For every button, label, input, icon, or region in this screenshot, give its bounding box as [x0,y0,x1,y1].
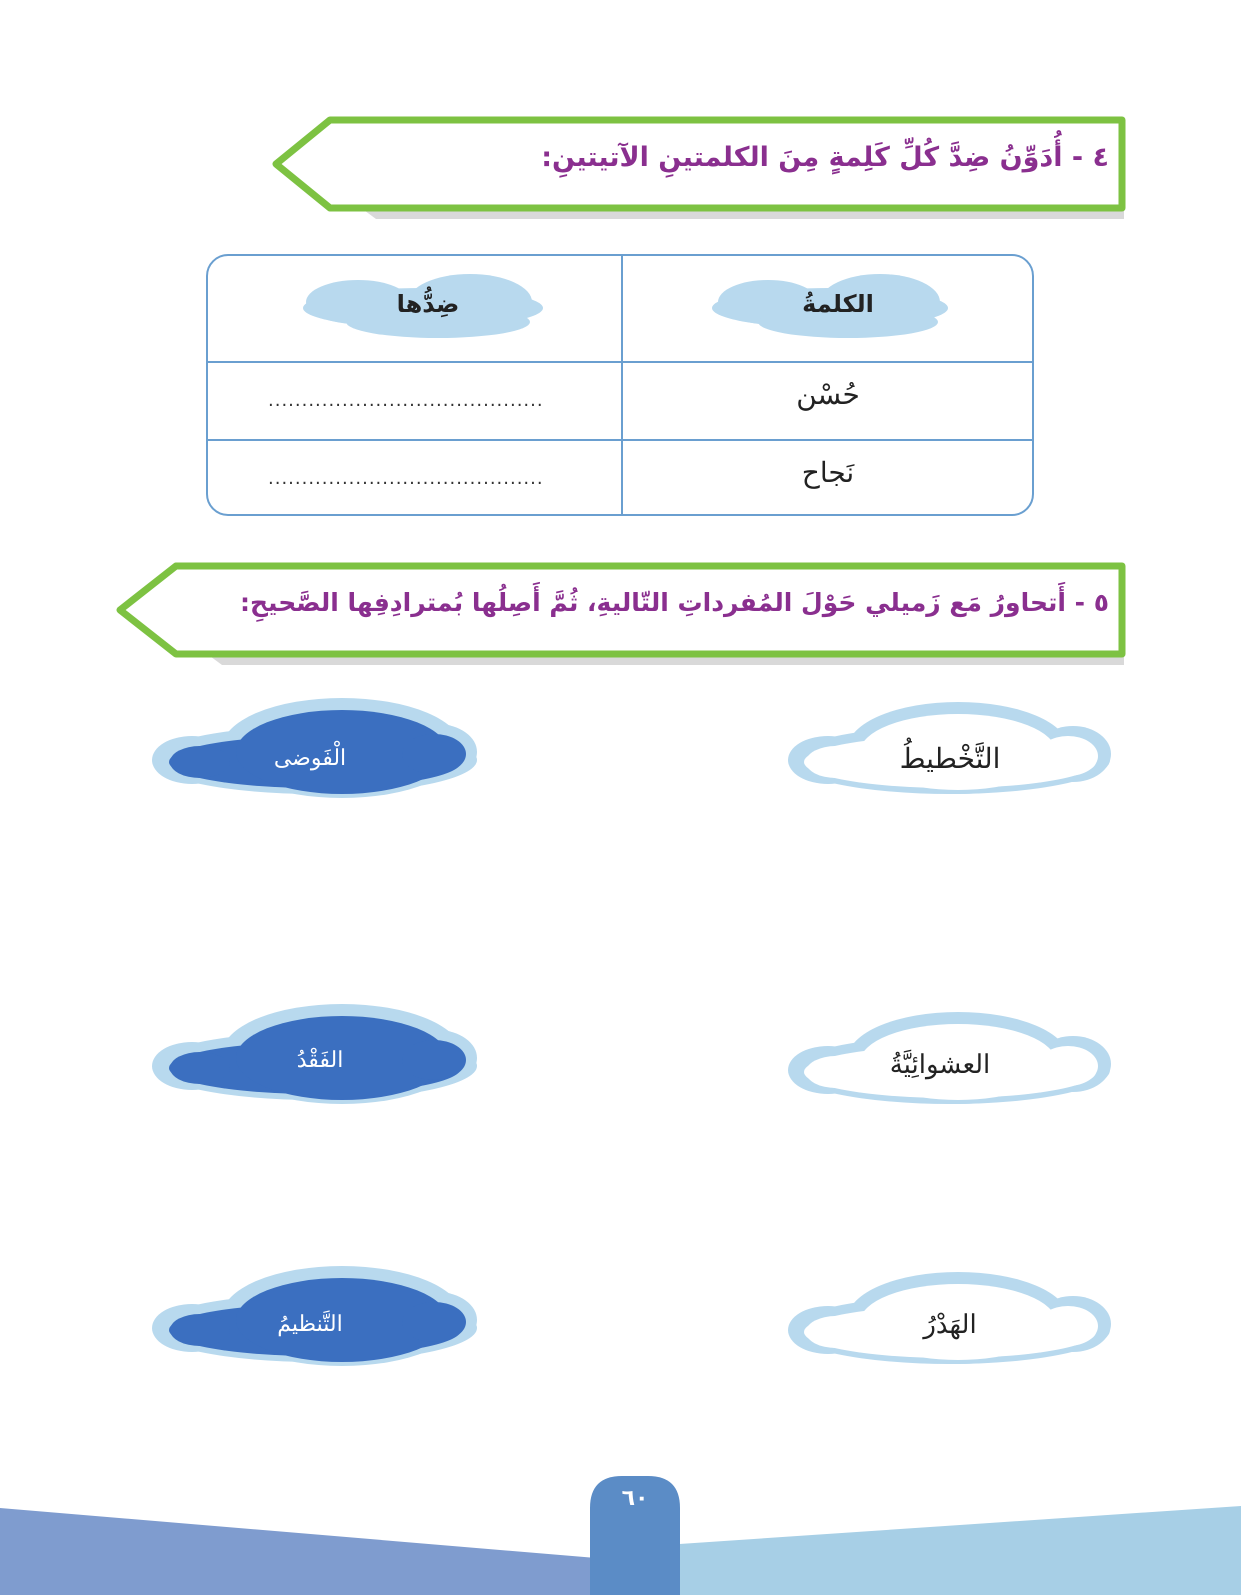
word-1-label[interactable]: التَّخْطيطُ [899,742,1001,775]
synonym-2-label[interactable]: الفَقْدُ [296,1048,344,1073]
word-3-label[interactable]: الهَدْرُ [923,1310,977,1340]
row-1-word: حُسْن [796,378,860,411]
row-2-answer-blank[interactable]: ......................................... [268,468,544,489]
row-1-answer-blank[interactable]: ......................................... [268,390,544,411]
exercise-4-instruction: ٤ - أُدَوِّنُ ضِدَّ كُلِّ كَلِمةٍ مِنَ الكلمتينِ الآتيتينِ: [541,142,1109,173]
word-2-label[interactable]: العشوائِيَّةُ [889,1050,991,1080]
synonym-3-label[interactable]: التَّنظيمُ [277,1312,343,1337]
antonym-table [206,254,1034,516]
exercise-5-instruction: ٥ - أَتحاورُ مَع زَميلي حَوْلَ المُفرداتِ التّاليةِ، ثُمَّ أَصِلُها بُمترادِفِها الصَّحيحِ: [240,588,1109,617]
header-opposite: ضِدُّها [396,290,460,318]
exercise-5-banner [112,562,1126,674]
synonym-1-label[interactable]: الْفَوضى [273,746,347,771]
row-2-word: نَجاح [801,456,855,489]
header-word: الكلمةُ [802,290,874,318]
page-number: ٦٠ [621,1486,649,1511]
